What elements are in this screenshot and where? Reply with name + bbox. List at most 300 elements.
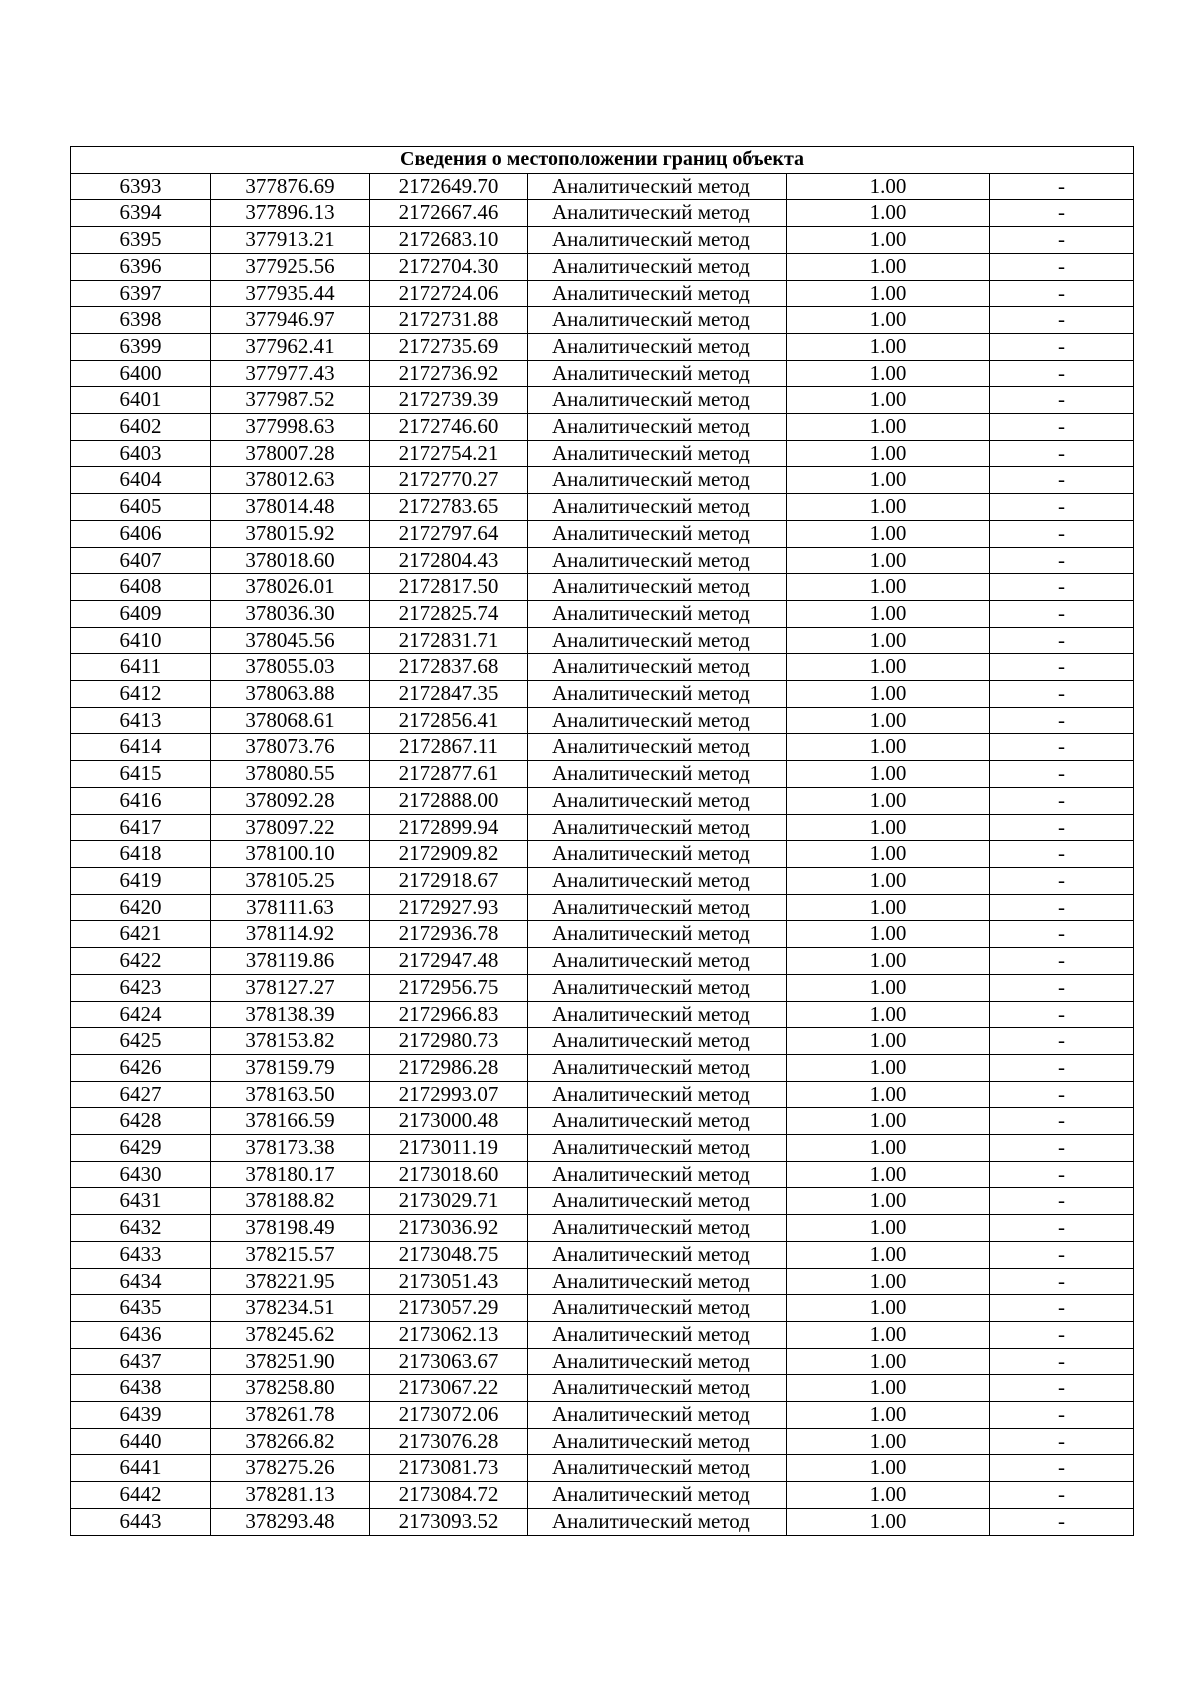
method-cell: Аналитический метод [528, 1268, 787, 1295]
method-cell: Аналитический метод [528, 681, 787, 708]
point-number-cell: 6433 [71, 1241, 211, 1268]
table-row [71, 1482, 1134, 1509]
point-number-cell: 6431 [71, 1188, 211, 1215]
method-cell: Аналитический метод [528, 974, 787, 1001]
x-coordinate-cell: 377913.21 [211, 227, 370, 254]
description-cell: - [990, 440, 1134, 467]
method-cell: Аналитический метод [528, 1241, 787, 1268]
point-number-cell: 6407 [71, 547, 211, 574]
table-row [71, 761, 1134, 788]
point-number-cell: 6442 [71, 1482, 211, 1509]
accuracy-cell: 1.00 [787, 253, 990, 280]
table-row [71, 787, 1134, 814]
description-cell: - [990, 227, 1134, 254]
description-cell: - [990, 1001, 1134, 1028]
x-coordinate-cell: 377925.56 [211, 253, 370, 280]
description-cell: - [990, 1482, 1134, 1509]
x-coordinate-cell: 378293.48 [211, 1508, 370, 1535]
y-coordinate-cell: 2173000.48 [370, 1108, 528, 1135]
document-page [70, 146, 1133, 1536]
point-number-cell: 6411 [71, 654, 211, 681]
method-cell: Аналитический метод [528, 600, 787, 627]
method-cell: Аналитический метод [528, 333, 787, 360]
description-cell: - [990, 494, 1134, 521]
point-number-cell: 6404 [71, 467, 211, 494]
point-number-cell: 6393 [71, 173, 211, 200]
table-row [71, 921, 1134, 948]
method-cell: Аналитический метод [528, 173, 787, 200]
y-coordinate-cell: 2172927.93 [370, 894, 528, 921]
point-number-cell: 6416 [71, 787, 211, 814]
y-coordinate-cell: 2172936.78 [370, 921, 528, 948]
method-cell: Аналитический метод [528, 1375, 787, 1402]
y-coordinate-cell: 2172683.10 [370, 227, 528, 254]
boundary-points-table [70, 146, 1134, 1536]
point-number-cell: 6438 [71, 1375, 211, 1402]
table-row [71, 894, 1134, 921]
accuracy-cell: 1.00 [787, 1108, 990, 1135]
x-coordinate-cell: 378251.90 [211, 1348, 370, 1375]
x-coordinate-cell: 378245.62 [211, 1321, 370, 1348]
table-row [71, 200, 1134, 227]
y-coordinate-cell: 2173057.29 [370, 1295, 528, 1322]
description-cell: - [990, 841, 1134, 868]
table-row [71, 707, 1134, 734]
x-coordinate-cell: 378045.56 [211, 627, 370, 654]
description-cell: - [990, 707, 1134, 734]
y-coordinate-cell: 2172770.27 [370, 467, 528, 494]
y-coordinate-cell: 2173063.67 [370, 1348, 528, 1375]
y-coordinate-cell: 2172877.61 [370, 761, 528, 788]
x-coordinate-cell: 378234.51 [211, 1295, 370, 1322]
point-number-cell: 6400 [71, 360, 211, 387]
method-cell: Аналитический метод [528, 1028, 787, 1055]
description-cell: - [990, 600, 1134, 627]
y-coordinate-cell: 2172739.39 [370, 387, 528, 414]
description-cell: - [990, 867, 1134, 894]
x-coordinate-cell: 377987.52 [211, 387, 370, 414]
point-number-cell: 6421 [71, 921, 211, 948]
table-row [71, 440, 1134, 467]
table-row [71, 307, 1134, 334]
point-number-cell: 6426 [71, 1054, 211, 1081]
description-cell: - [990, 307, 1134, 334]
y-coordinate-cell: 2172993.07 [370, 1081, 528, 1108]
method-cell: Аналитический метод [528, 1135, 787, 1162]
description-cell: - [990, 921, 1134, 948]
description-cell: - [990, 787, 1134, 814]
method-cell: Аналитический метод [528, 253, 787, 280]
x-coordinate-cell: 378281.13 [211, 1482, 370, 1509]
point-number-cell: 6427 [71, 1081, 211, 1108]
accuracy-cell: 1.00 [787, 1161, 990, 1188]
description-cell: - [990, 974, 1134, 1001]
description-cell: - [990, 948, 1134, 975]
accuracy-cell: 1.00 [787, 574, 990, 601]
method-cell: Аналитический метод [528, 494, 787, 521]
accuracy-cell: 1.00 [787, 1268, 990, 1295]
accuracy-cell: 1.00 [787, 1482, 990, 1509]
table-row [71, 1108, 1134, 1135]
table-row [71, 600, 1134, 627]
point-number-cell: 6413 [71, 707, 211, 734]
accuracy-cell: 1.00 [787, 1081, 990, 1108]
y-coordinate-cell: 2172986.28 [370, 1054, 528, 1081]
table-row [71, 547, 1134, 574]
accuracy-cell: 1.00 [787, 1375, 990, 1402]
description-cell: - [990, 654, 1134, 681]
method-cell: Аналитический метод [528, 200, 787, 227]
accuracy-cell: 1.00 [787, 787, 990, 814]
method-cell: Аналитический метод [528, 734, 787, 761]
accuracy-cell: 1.00 [787, 1054, 990, 1081]
x-coordinate-cell: 378163.50 [211, 1081, 370, 1108]
accuracy-cell: 1.00 [787, 1001, 990, 1028]
method-cell: Аналитический метод [528, 387, 787, 414]
x-coordinate-cell: 378173.38 [211, 1135, 370, 1162]
point-number-cell: 6398 [71, 307, 211, 334]
point-number-cell: 6429 [71, 1135, 211, 1162]
y-coordinate-cell: 2173067.22 [370, 1375, 528, 1402]
table-row [71, 654, 1134, 681]
table-row [71, 867, 1134, 894]
table-row [71, 1135, 1134, 1162]
point-number-cell: 6397 [71, 280, 211, 307]
x-coordinate-cell: 377977.43 [211, 360, 370, 387]
point-number-cell: 6424 [71, 1001, 211, 1028]
point-number-cell: 6406 [71, 520, 211, 547]
table-row [71, 1188, 1134, 1215]
description-cell: - [990, 814, 1134, 841]
description-cell: - [990, 1402, 1134, 1429]
point-number-cell: 6417 [71, 814, 211, 841]
point-number-cell: 6432 [71, 1215, 211, 1242]
table-title-row [71, 147, 1134, 174]
table-row [71, 1375, 1134, 1402]
accuracy-cell: 1.00 [787, 1295, 990, 1322]
accuracy-cell: 1.00 [787, 360, 990, 387]
accuracy-cell: 1.00 [787, 494, 990, 521]
table-row [71, 1321, 1134, 1348]
description-cell: - [990, 627, 1134, 654]
x-coordinate-cell: 378198.49 [211, 1215, 370, 1242]
y-coordinate-cell: 2172888.00 [370, 787, 528, 814]
accuracy-cell: 1.00 [787, 280, 990, 307]
point-number-cell: 6394 [71, 200, 211, 227]
y-coordinate-cell: 2173072.06 [370, 1402, 528, 1429]
accuracy-cell: 1.00 [787, 1135, 990, 1162]
table-row [71, 1054, 1134, 1081]
y-coordinate-cell: 2172735.69 [370, 333, 528, 360]
x-coordinate-cell: 378097.22 [211, 814, 370, 841]
point-number-cell: 6425 [71, 1028, 211, 1055]
accuracy-cell: 1.00 [787, 1348, 990, 1375]
point-number-cell: 6412 [71, 681, 211, 708]
accuracy-cell: 1.00 [787, 307, 990, 334]
x-coordinate-cell: 378119.86 [211, 948, 370, 975]
point-number-cell: 6420 [71, 894, 211, 921]
table-row [71, 948, 1134, 975]
description-cell: - [990, 1028, 1134, 1055]
description-cell: - [990, 894, 1134, 921]
x-coordinate-cell: 378014.48 [211, 494, 370, 521]
x-coordinate-cell: 377935.44 [211, 280, 370, 307]
point-number-cell: 6395 [71, 227, 211, 254]
table-row [71, 360, 1134, 387]
description-cell: - [990, 360, 1134, 387]
accuracy-cell: 1.00 [787, 1508, 990, 1535]
description-cell: - [990, 1295, 1134, 1322]
accuracy-cell: 1.00 [787, 707, 990, 734]
y-coordinate-cell: 2172731.88 [370, 307, 528, 334]
point-number-cell: 6396 [71, 253, 211, 280]
y-coordinate-cell: 2172918.67 [370, 867, 528, 894]
table-row [71, 467, 1134, 494]
point-number-cell: 6415 [71, 761, 211, 788]
y-coordinate-cell: 2173093.52 [370, 1508, 528, 1535]
method-cell: Аналитический метод [528, 414, 787, 441]
description-cell: - [990, 1054, 1134, 1081]
x-coordinate-cell: 377946.97 [211, 307, 370, 334]
x-coordinate-cell: 378215.57 [211, 1241, 370, 1268]
method-cell: Аналитический метод [528, 440, 787, 467]
method-cell: Аналитический метод [528, 1348, 787, 1375]
x-coordinate-cell: 378068.61 [211, 707, 370, 734]
y-coordinate-cell: 2172783.65 [370, 494, 528, 521]
accuracy-cell: 1.00 [787, 387, 990, 414]
y-coordinate-cell: 2172947.48 [370, 948, 528, 975]
accuracy-cell: 1.00 [787, 227, 990, 254]
method-cell: Аналитический метод [528, 761, 787, 788]
y-coordinate-cell: 2172667.46 [370, 200, 528, 227]
accuracy-cell: 1.00 [787, 974, 990, 1001]
y-coordinate-cell: 2173048.75 [370, 1241, 528, 1268]
description-cell: - [990, 1161, 1134, 1188]
method-cell: Аналитический метод [528, 574, 787, 601]
x-coordinate-cell: 377876.69 [211, 173, 370, 200]
method-cell: Аналитический метод [528, 921, 787, 948]
description-cell: - [990, 1215, 1134, 1242]
y-coordinate-cell: 2172825.74 [370, 600, 528, 627]
y-coordinate-cell: 2172867.11 [370, 734, 528, 761]
x-coordinate-cell: 378018.60 [211, 547, 370, 574]
description-cell: - [990, 1188, 1134, 1215]
accuracy-cell: 1.00 [787, 1215, 990, 1242]
y-coordinate-cell: 2172856.41 [370, 707, 528, 734]
table-row [71, 333, 1134, 360]
y-coordinate-cell: 2172817.50 [370, 574, 528, 601]
description-cell: - [990, 734, 1134, 761]
table-row [71, 1081, 1134, 1108]
table-row [71, 627, 1134, 654]
x-coordinate-cell: 378092.28 [211, 787, 370, 814]
point-number-cell: 6428 [71, 1108, 211, 1135]
method-cell: Аналитический метод [528, 467, 787, 494]
description-cell: - [990, 1375, 1134, 1402]
table-row [71, 1402, 1134, 1429]
accuracy-cell: 1.00 [787, 814, 990, 841]
method-cell: Аналитический метод [528, 520, 787, 547]
y-coordinate-cell: 2172847.35 [370, 681, 528, 708]
point-number-cell: 6408 [71, 574, 211, 601]
accuracy-cell: 1.00 [787, 681, 990, 708]
y-coordinate-cell: 2172754.21 [370, 440, 528, 467]
accuracy-cell: 1.00 [787, 1028, 990, 1055]
x-coordinate-cell: 378275.26 [211, 1455, 370, 1482]
point-number-cell: 6414 [71, 734, 211, 761]
y-coordinate-cell: 2172837.68 [370, 654, 528, 681]
accuracy-cell: 1.00 [787, 467, 990, 494]
method-cell: Аналитический метод [528, 307, 787, 334]
description-cell: - [990, 520, 1134, 547]
point-number-cell: 6405 [71, 494, 211, 521]
method-cell: Аналитический метод [528, 1482, 787, 1509]
accuracy-cell: 1.00 [787, 333, 990, 360]
description-cell: - [990, 1108, 1134, 1135]
table-row [71, 681, 1134, 708]
point-number-cell: 6430 [71, 1161, 211, 1188]
method-cell: Аналитический метод [528, 948, 787, 975]
y-coordinate-cell: 2172831.71 [370, 627, 528, 654]
method-cell: Аналитический метод [528, 1295, 787, 1322]
y-coordinate-cell: 2172966.83 [370, 1001, 528, 1028]
method-cell: Аналитический метод [528, 654, 787, 681]
point-number-cell: 6410 [71, 627, 211, 654]
table-row [71, 574, 1134, 601]
table-row [71, 814, 1134, 841]
description-cell: - [990, 280, 1134, 307]
accuracy-cell: 1.00 [787, 414, 990, 441]
y-coordinate-cell: 2172724.06 [370, 280, 528, 307]
table-title: Сведения о местоположении границ объекта [71, 147, 1134, 174]
y-coordinate-cell: 2173036.92 [370, 1215, 528, 1242]
method-cell: Аналитический метод [528, 814, 787, 841]
method-cell: Аналитический метод [528, 360, 787, 387]
y-coordinate-cell: 2173051.43 [370, 1268, 528, 1295]
accuracy-cell: 1.00 [787, 894, 990, 921]
x-coordinate-cell: 378266.82 [211, 1428, 370, 1455]
y-coordinate-cell: 2172956.75 [370, 974, 528, 1001]
x-coordinate-cell: 377998.63 [211, 414, 370, 441]
method-cell: Аналитический метод [528, 1321, 787, 1348]
x-coordinate-cell: 378100.10 [211, 841, 370, 868]
accuracy-cell: 1.00 [787, 921, 990, 948]
table-row [71, 414, 1134, 441]
y-coordinate-cell: 2173062.13 [370, 1321, 528, 1348]
accuracy-cell: 1.00 [787, 547, 990, 574]
method-cell: Аналитический метод [528, 627, 787, 654]
table-row [71, 494, 1134, 521]
method-cell: Аналитический метод [528, 707, 787, 734]
table-row [71, 1028, 1134, 1055]
x-coordinate-cell: 378063.88 [211, 681, 370, 708]
table-row [71, 253, 1134, 280]
description-cell: - [990, 547, 1134, 574]
x-coordinate-cell: 378114.92 [211, 921, 370, 948]
accuracy-cell: 1.00 [787, 627, 990, 654]
table-row [71, 1428, 1134, 1455]
point-number-cell: 6409 [71, 600, 211, 627]
table-row [71, 1268, 1134, 1295]
method-cell: Аналитический метод [528, 227, 787, 254]
accuracy-cell: 1.00 [787, 200, 990, 227]
x-coordinate-cell: 378221.95 [211, 1268, 370, 1295]
accuracy-cell: 1.00 [787, 600, 990, 627]
accuracy-cell: 1.00 [787, 734, 990, 761]
description-cell: - [990, 414, 1134, 441]
method-cell: Аналитический метод [528, 1402, 787, 1429]
accuracy-cell: 1.00 [787, 948, 990, 975]
x-coordinate-cell: 378261.78 [211, 1402, 370, 1429]
x-coordinate-cell: 378055.03 [211, 654, 370, 681]
x-coordinate-cell: 378073.76 [211, 734, 370, 761]
method-cell: Аналитический метод [528, 1455, 787, 1482]
accuracy-cell: 1.00 [787, 1455, 990, 1482]
point-number-cell: 6419 [71, 867, 211, 894]
description-cell: - [990, 200, 1134, 227]
description-cell: - [990, 1508, 1134, 1535]
y-coordinate-cell: 2172704.30 [370, 253, 528, 280]
accuracy-cell: 1.00 [787, 761, 990, 788]
table-row [71, 387, 1134, 414]
accuracy-cell: 1.00 [787, 520, 990, 547]
table-body [71, 147, 1134, 1536]
point-number-cell: 6441 [71, 1455, 211, 1482]
description-cell: - [990, 1428, 1134, 1455]
x-coordinate-cell: 377962.41 [211, 333, 370, 360]
x-coordinate-cell: 378036.30 [211, 600, 370, 627]
point-number-cell: 6401 [71, 387, 211, 414]
accuracy-cell: 1.00 [787, 1402, 990, 1429]
x-coordinate-cell: 378159.79 [211, 1054, 370, 1081]
table-row [71, 520, 1134, 547]
x-coordinate-cell: 378105.25 [211, 867, 370, 894]
point-number-cell: 6423 [71, 974, 211, 1001]
method-cell: Аналитический метод [528, 1081, 787, 1108]
method-cell: Аналитический метод [528, 1161, 787, 1188]
description-cell: - [990, 173, 1134, 200]
x-coordinate-cell: 378026.01 [211, 574, 370, 601]
table-row [71, 1215, 1134, 1242]
table-row [71, 1001, 1134, 1028]
method-cell: Аналитический метод [528, 1188, 787, 1215]
method-cell: Аналитический метод [528, 841, 787, 868]
x-coordinate-cell: 378080.55 [211, 761, 370, 788]
table-row [71, 1241, 1134, 1268]
table-row [71, 280, 1134, 307]
method-cell: Аналитический метод [528, 1428, 787, 1455]
method-cell: Аналитический метод [528, 1108, 787, 1135]
accuracy-cell: 1.00 [787, 440, 990, 467]
accuracy-cell: 1.00 [787, 1321, 990, 1348]
y-coordinate-cell: 2172746.60 [370, 414, 528, 441]
description-cell: - [990, 681, 1134, 708]
description-cell: - [990, 1241, 1134, 1268]
description-cell: - [990, 1455, 1134, 1482]
table-row [71, 1508, 1134, 1535]
y-coordinate-cell: 2172909.82 [370, 841, 528, 868]
x-coordinate-cell: 378188.82 [211, 1188, 370, 1215]
method-cell: Аналитический метод [528, 1054, 787, 1081]
accuracy-cell: 1.00 [787, 654, 990, 681]
accuracy-cell: 1.00 [787, 173, 990, 200]
x-coordinate-cell: 378153.82 [211, 1028, 370, 1055]
y-coordinate-cell: 2172899.94 [370, 814, 528, 841]
accuracy-cell: 1.00 [787, 1241, 990, 1268]
x-coordinate-cell: 378111.63 [211, 894, 370, 921]
method-cell: Аналитический метод [528, 867, 787, 894]
method-cell: Аналитический метод [528, 547, 787, 574]
